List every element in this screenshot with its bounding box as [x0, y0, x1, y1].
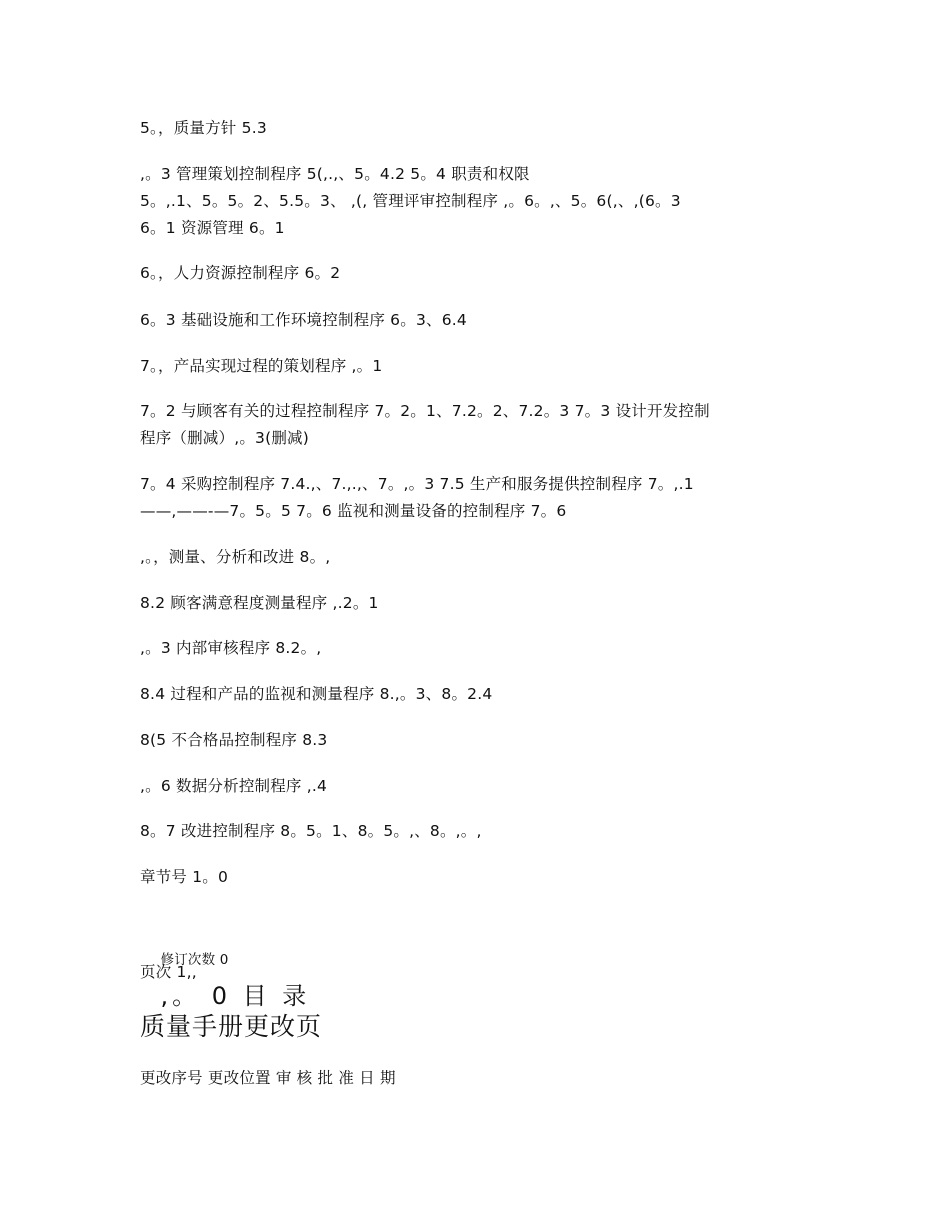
- toc-line-17: ,。6 数据分析控制程序 ,.4: [140, 777, 328, 795]
- toc-line-9: 程序（删减）,。3(删减): [140, 429, 309, 447]
- toc-line-18: 8。7 改进控制程序 8。5。1、8。5。,、8。,。,: [140, 822, 482, 840]
- revision-label: 修订次数 0: [160, 952, 229, 968]
- toc-line-8: 7。2 与顾客有关的过程控制程序 7。2。1、7.2。2、7.2。3 7。3 设计开发控制: [140, 402, 710, 420]
- change-table-header: 更改序号 更改位置 审 核 批 准 日 期: [140, 1069, 396, 1087]
- toc-line-3: 5。,.1、5。5。2、5.5。3、 ,(, 管理评审控制程序 ,。6。,、5。6(,、,(6。3: [140, 192, 681, 210]
- page-number: 页次 1,,: [140, 963, 197, 981]
- toc-line-2: ,。3 管理策划控制程序 5(,.,、5。4.2 5。4 职责和权限: [140, 165, 530, 183]
- toc-title: ,。 0 目 录: [160, 982, 311, 1010]
- toc-line-6: 6。3 基础设施和工作环境控制程序 6。3、6.4: [140, 311, 467, 329]
- toc-line-14: ,。3 内部审核程序 8.2。,: [140, 639, 322, 657]
- toc-line-11: ——,——-—7。5。5 7。6 监视和测量设备的控制程序 7。6: [140, 502, 567, 520]
- toc-line-4: 6。1 资源管理 6。1: [140, 219, 285, 237]
- toc-line-13: 8.2 顾客满意程度测量程序 ,.2。1: [140, 594, 379, 612]
- toc-line-10: 7。4 采购控制程序 7.4.,、7.,.,、7。,。3 7.5 生产和服务提供控制程序 7。,.1: [140, 475, 694, 493]
- toc-line-12: ,。，测量、分析和改进 8。,: [140, 548, 331, 566]
- change-page-title: 质量手册更改页: [140, 1012, 323, 1041]
- toc-line-7: 7。，产品实现过程的策划程序 ,。1: [140, 357, 383, 375]
- toc-line-5: 6。，人力资源控制程序 6。2: [140, 264, 341, 282]
- toc-line-15: 8.4 过程和产品的监视和测量程序 8.,。3、8。2.4: [140, 685, 493, 703]
- toc-line-16: 8(5 不合格品控制程序 8.3: [140, 731, 328, 749]
- toc-line-1: 5。，质量方针 5.3: [140, 119, 267, 137]
- chapter-number: 章节号 1。0: [140, 868, 229, 886]
